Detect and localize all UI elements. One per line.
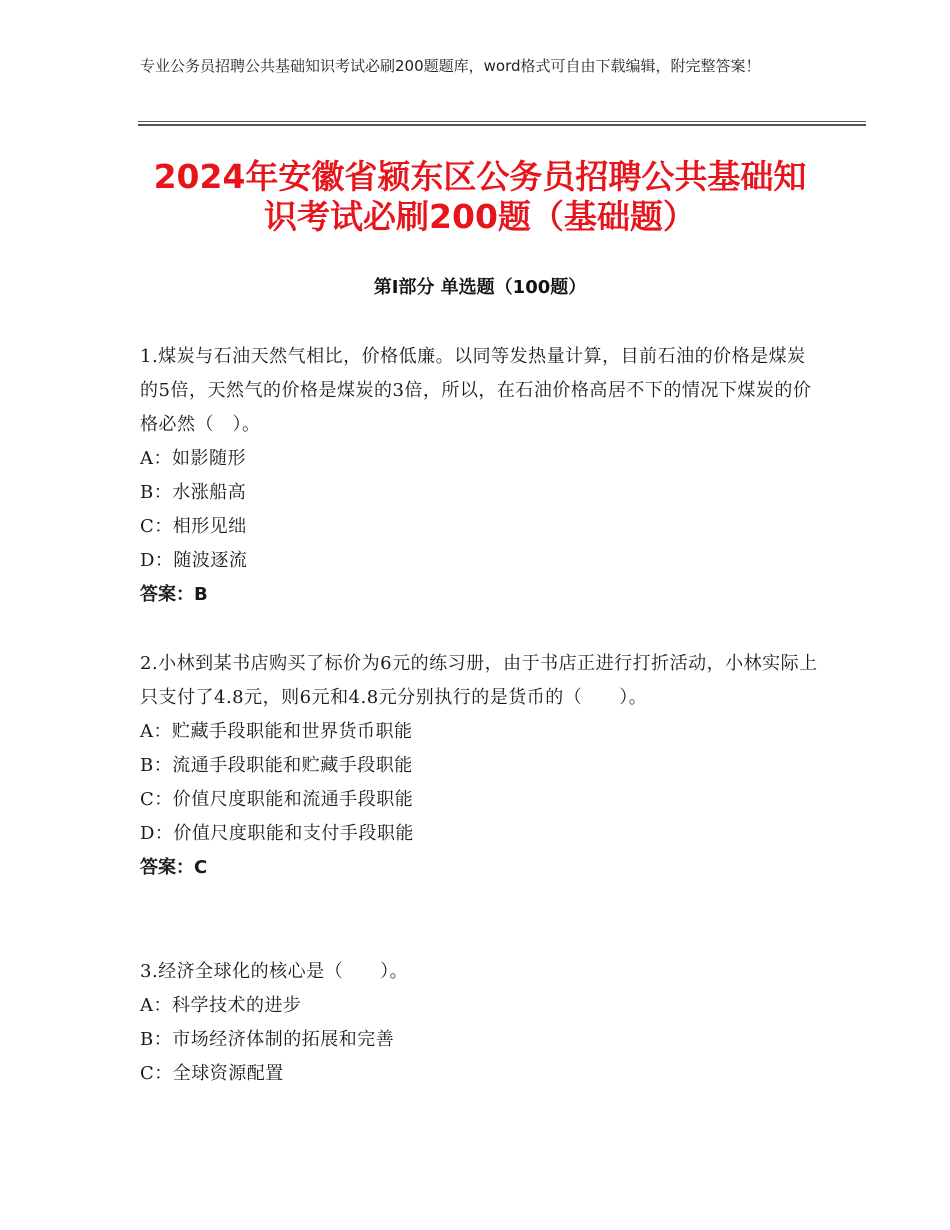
question-3 <box>140 955 820 1091</box>
section-heading: 第Ⅰ部分 单选题（100题） <box>373 277 587 298</box>
answer: 答案：C <box>140 857 208 878</box>
option-b: B：流通手段职能和贮藏手段职能 <box>140 755 413 776</box>
header-divider-thin <box>138 121 866 122</box>
question-1 <box>140 340 820 612</box>
option-a: A：科学技术的进步 <box>140 995 302 1016</box>
option-b: B：水涨船高 <box>140 482 247 503</box>
question-text: 2.小林到某书店购买了标价为6元的练习册，由于书店正进行打折活动，小林实际上只支付了4.8元，则6元和4.8元分别执行的是货币的（ ）。 <box>140 653 818 708</box>
option-d: D：随波逐流 <box>140 550 248 571</box>
option-a: A：贮藏手段职能和世界货币职能 <box>140 721 413 742</box>
question-2 <box>140 647 820 885</box>
document-title: 2024年安徽省颍东区公务员招聘公共基础知识考试必刷200题（基础题） <box>153 157 807 236</box>
option-c: C：价值尺度职能和流通手段职能 <box>140 789 414 810</box>
option-c: C：全球资源配置 <box>140 1063 284 1084</box>
option-b: B：市场经济体制的拓展和完善 <box>140 1029 395 1050</box>
answer: 答案：B <box>140 584 208 605</box>
header-note: 专业公务员招聘公共基础知识考试必刷200题题库，word格式可自由下载编辑，附完整答案！ <box>140 57 761 75</box>
option-c: C：相形见绌 <box>140 516 247 537</box>
question-text: 3.经济全球化的核心是（ ）。 <box>140 961 409 982</box>
question-text: 1.煤炭与石油天然气相比，价格低廉。以同等发热量计算，目前石油的价格是煤炭的5倍，天然气的价格是煤炭的3倍，所以，在石油价格高居不下的情况下煤炭的价格必然（ ）。 <box>140 346 812 435</box>
option-a: A：如影随形 <box>140 448 246 469</box>
header-divider-thick <box>138 124 866 126</box>
option-d: D：价值尺度职能和支付手段职能 <box>140 823 414 844</box>
